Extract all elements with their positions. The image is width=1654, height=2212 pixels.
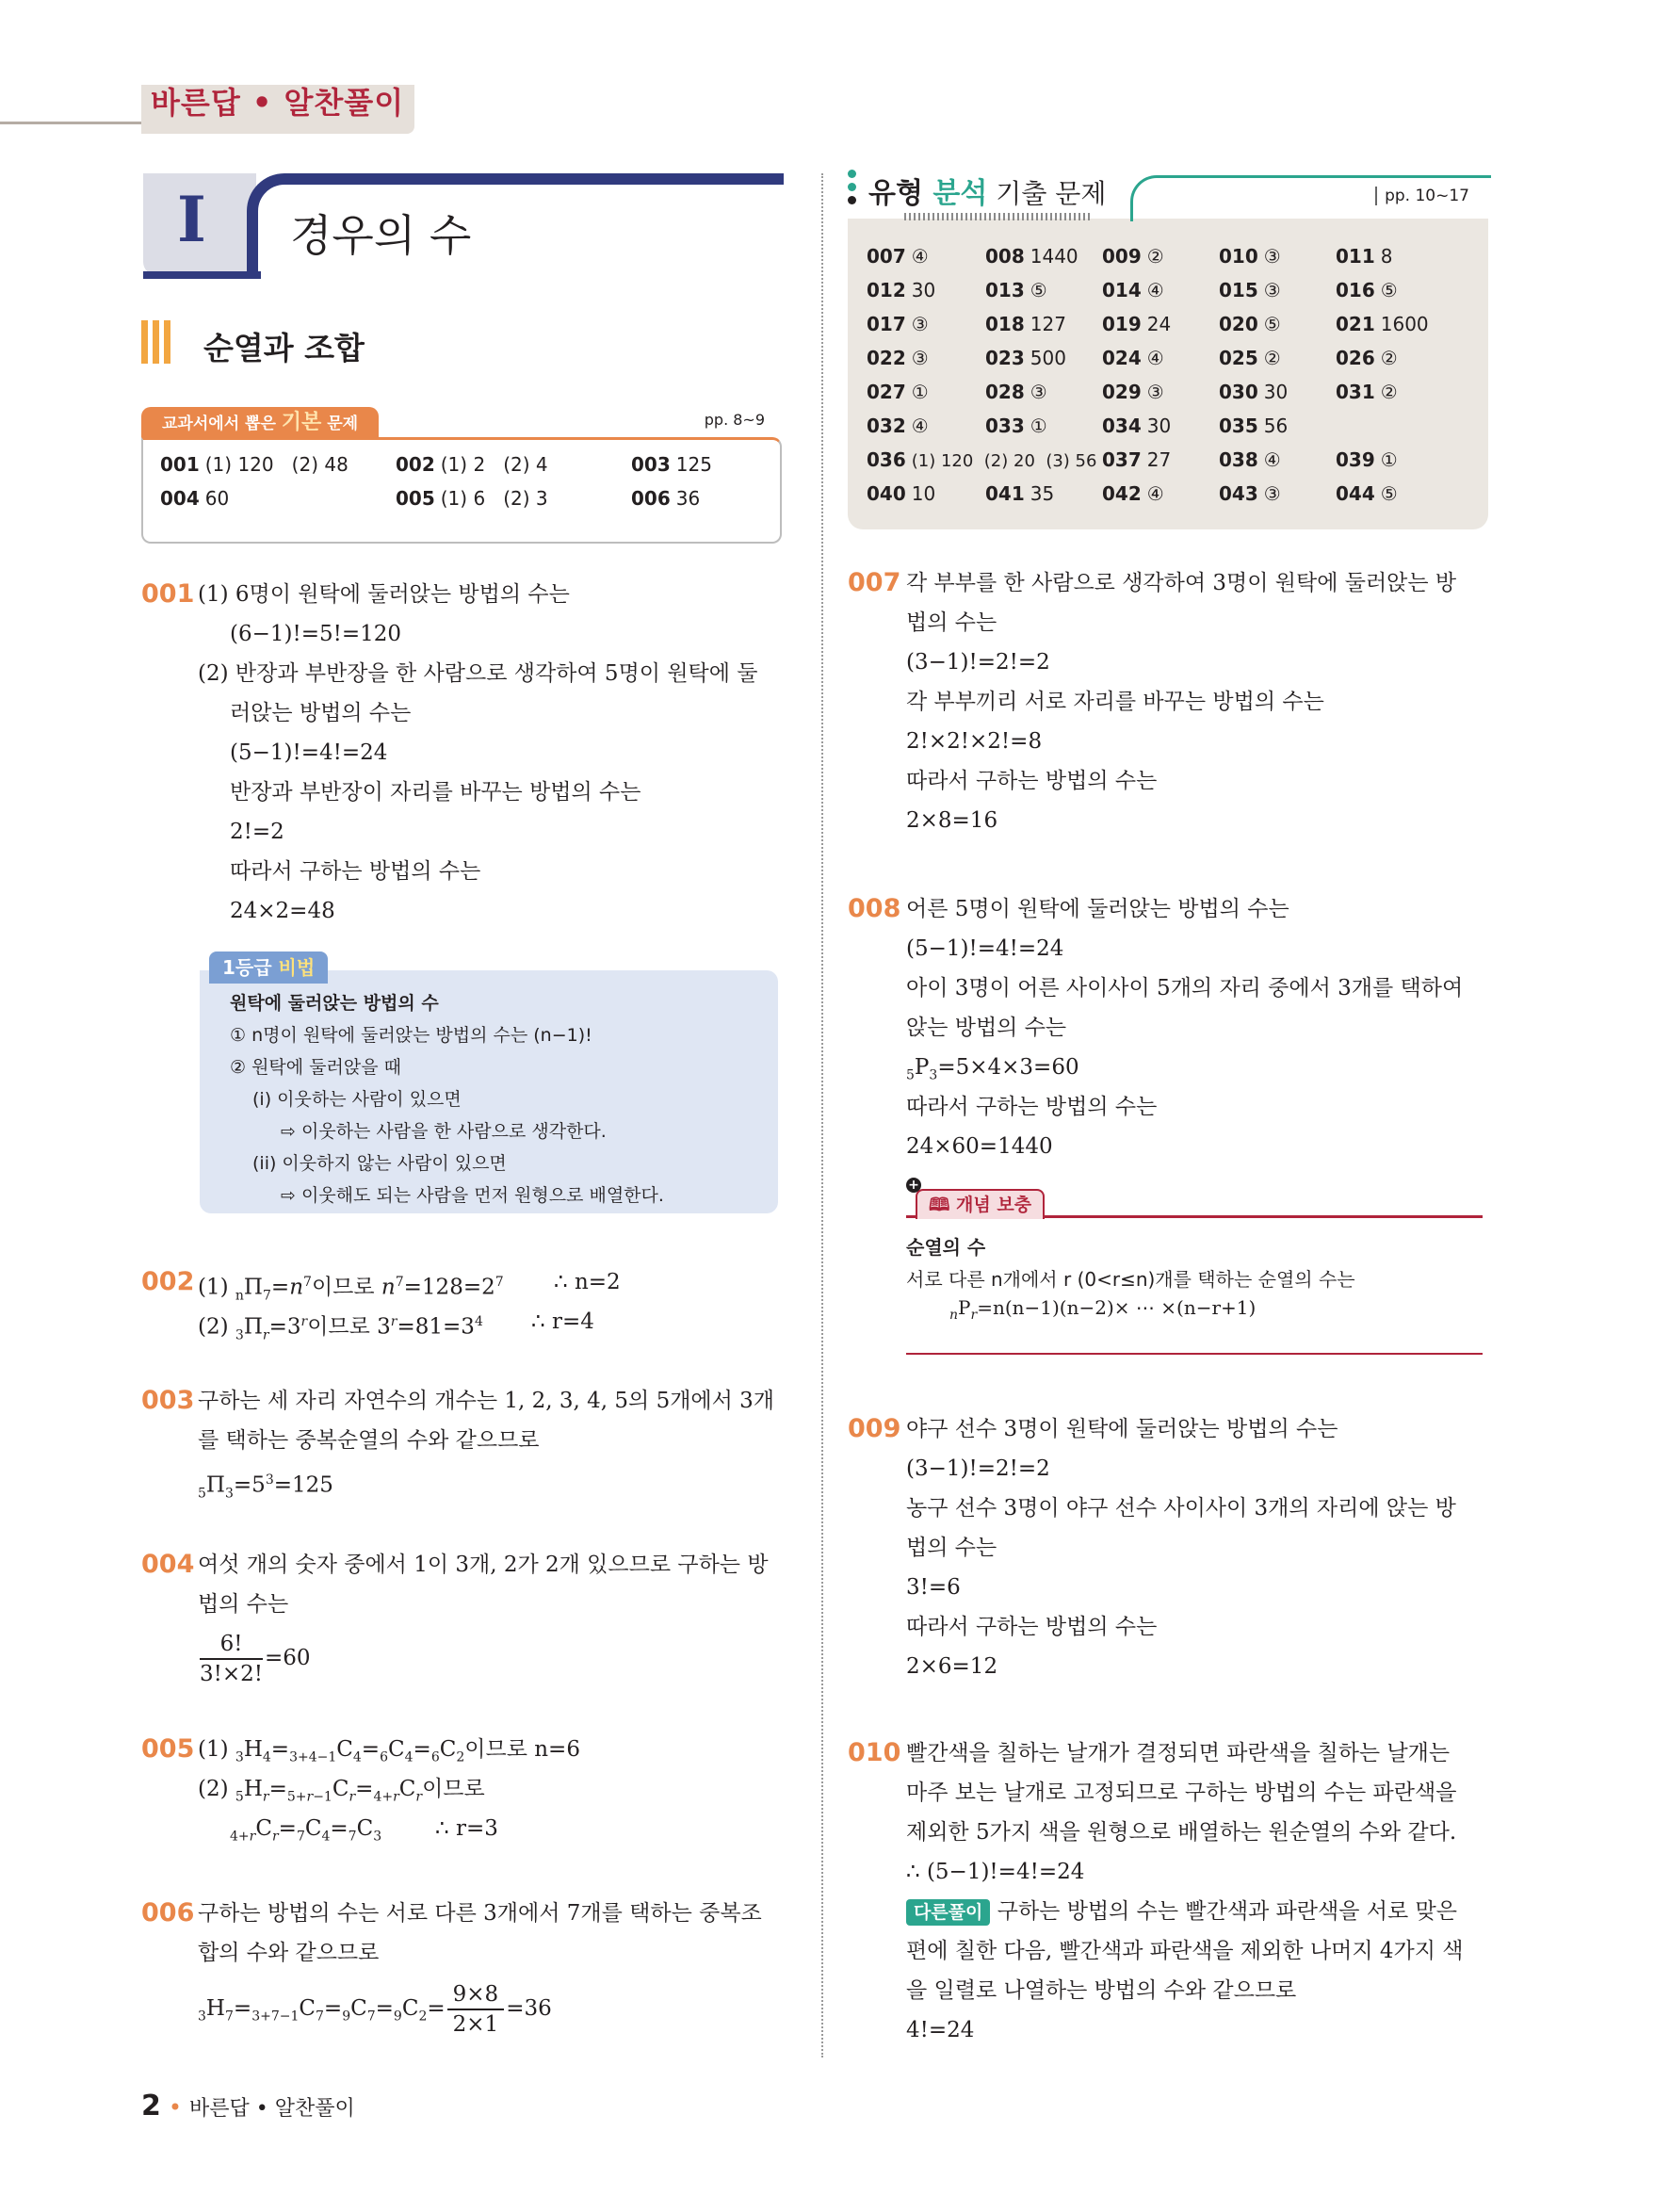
chapter-topbar <box>284 173 784 185</box>
basic-cell <box>160 487 229 510</box>
tip-line: ⇨ 이웃하는 사람을 한 사람으로 생각한다. <box>281 1121 607 1142</box>
concept-line: 서로 다른 n개에서 r (0<r≤n)개를 택하는 순열의 수는 <box>906 1268 1355 1291</box>
basic-tag <box>141 407 379 439</box>
page-footer <box>141 2090 355 2123</box>
answer-val: 125 <box>675 453 712 476</box>
answer-cell <box>1219 415 1288 437</box>
solution-line: 따라서 구하는 방법의 수는 <box>906 1615 1158 1639</box>
answer-val: ③ <box>1146 381 1164 403</box>
solution-line: (3−1)!=2!=2 <box>906 650 1050 675</box>
solution-003 <box>141 1381 791 1504</box>
tip-line: (i) 이웃하는 사람이 있으면 <box>252 1089 462 1110</box>
answer-num: 033 <box>985 415 1025 437</box>
answer-val: ② <box>1146 245 1164 268</box>
answer-val: 60 <box>204 487 230 510</box>
answer-val: 27 <box>1146 448 1172 471</box>
problem-number: 008 <box>848 894 901 923</box>
solution-001 <box>141 575 782 933</box>
concept-bottom-rule <box>906 1353 1483 1355</box>
basic-cell <box>160 453 349 476</box>
result: =36 <box>506 1996 552 2021</box>
text: 이므로 <box>422 1777 485 1801</box>
answer-cell <box>985 313 1066 335</box>
tip-line: ② 원탁에 둘러앉을 때 <box>230 1057 401 1078</box>
tip-line: ⇨ 이웃해도 되는 사람을 먼저 원형으로 배열한다. <box>281 1185 664 1206</box>
solution-line: (2) $_3\Pi_r=3^r$이므로 $3^r=81=3^4$ <box>198 1314 483 1343</box>
solution-line: 빨간색을 칠하는 날개가 결정되면 파란색을 칠하는 날개는 <box>906 1741 1451 1765</box>
solution-line: (2) $_5H_r=_{5+r-1}C_r=_{4+r}C_r$이므로 <box>198 1777 485 1805</box>
solution-line: 러앉는 방법의 수는 <box>230 701 412 725</box>
answer-num: 040 <box>867 482 906 505</box>
basic-tag-pre: 교과서에서 뽑은 <box>162 415 282 433</box>
basic-tag-bold: 기본 <box>281 411 322 434</box>
solution-line: 2×8=16 <box>906 808 998 833</box>
solution-005 <box>141 1730 791 1852</box>
answer-num: 038 <box>1219 448 1258 471</box>
solution-line: 여섯 개의 숫자 중에서 1이 3개, 2가 2개 있으므로 구하는 방 <box>198 1553 769 1577</box>
answer-val: ③ <box>911 313 929 335</box>
answer-cell <box>1102 347 1164 369</box>
answer-cell <box>1102 448 1171 471</box>
solution-line: (5−1)!=4!=24 <box>230 740 388 765</box>
answer-num: 037 <box>1102 448 1142 471</box>
answer-cell <box>985 347 1066 369</box>
answer-cell <box>1102 245 1164 268</box>
answer-val: ④ <box>911 415 929 437</box>
concept-tag-rule <box>906 1183 1483 1218</box>
solution-line: (3−1)!=2!=2 <box>906 1456 1050 1481</box>
answer-val: 1600 <box>1380 313 1429 335</box>
problem-number: 003 <box>141 1386 195 1415</box>
answer-val: ④ <box>1146 279 1164 301</box>
type-answers-box <box>848 170 1488 529</box>
solution-line: ∴ (5−1)!=4!=24 <box>906 1860 1085 1884</box>
answer-num: 021 <box>1336 313 1375 335</box>
problem-number: 004 <box>141 1550 195 1579</box>
solution-line: 각 부부를 한 사람으로 생각하여 3명이 원탁에 둘러앉는 방 <box>906 571 1457 595</box>
text: 이므로 n=6 <box>464 1737 580 1762</box>
header-hatch <box>904 213 1093 220</box>
solution-line: 각 부부끼리 서로 자리를 바꾸는 방법의 수는 <box>906 690 1324 714</box>
solution-line: (1) 6명이 원탁에 둘러앉는 방법의 수는 <box>198 582 570 607</box>
answer-cell <box>867 279 935 301</box>
answer-num: 007 <box>867 245 906 268</box>
answer-num: 028 <box>985 381 1025 403</box>
title-part: 분석 <box>932 177 988 210</box>
basic-cell <box>396 453 548 476</box>
solution-line: 2×6=12 <box>906 1654 998 1679</box>
formula: =n(n−1)(n−2)× ⋯ ×(n−r+1) <box>977 1296 1257 1319</box>
solution-line: 따라서 구하는 방법의 수는 <box>230 859 481 884</box>
solution-line: 법의 수는 <box>906 1536 997 1560</box>
answer-val: ③ <box>1263 279 1281 301</box>
answer-val: 8 <box>1380 245 1393 268</box>
basic-answers-box <box>141 407 782 541</box>
answer-num: 019 <box>1102 313 1142 335</box>
tip-tag <box>209 951 328 984</box>
answer-val: (1) 6 (2) 3 <box>440 487 548 510</box>
answer-cell <box>867 415 929 437</box>
answer-cell <box>1336 448 1398 471</box>
answer-num: 035 <box>1219 415 1258 437</box>
answer-val: 24 <box>1146 313 1172 335</box>
answer-num: 011 <box>1336 245 1375 268</box>
solution-line: 합의 수와 같으므로 <box>198 1941 380 1965</box>
answers-pages: pp. 10~17 <box>1375 187 1469 205</box>
answer-cell <box>1219 448 1281 471</box>
solution-line: (2) 반장과 부반장을 한 사람으로 생각하여 5명이 원탁에 둘 <box>198 661 758 686</box>
answer-val: 36 <box>675 487 701 510</box>
answer-num: 044 <box>1336 482 1375 505</box>
basic-cell <box>631 453 712 476</box>
column-divider <box>821 173 823 2057</box>
solution-line: 야구 선수 3명이 원탁에 둘러앉는 방법의 수는 <box>906 1417 1338 1441</box>
answer-num: 029 <box>1102 381 1142 403</box>
answer-val: 30 <box>1146 415 1172 437</box>
solution-line: 24×60=1440 <box>906 1134 1053 1159</box>
solution-line: 제외한 5가지 색을 원형으로 배열하는 원순열의 수와 같다. <box>906 1820 1457 1845</box>
solution-line: 구하는 세 자리 자연수의 개수는 1, 2, 3, 4, 5의 5개에서 3개 <box>198 1389 775 1413</box>
answer-cell <box>867 313 929 335</box>
answer-num: 031 <box>1336 381 1375 403</box>
solution-line: (1) $_3H_4=_{3+4-1}C_4=_6C_4=_6C_2$이므로 n=6 <box>198 1737 580 1765</box>
answer-num: 043 <box>1219 482 1258 505</box>
answer-num: 001 <box>160 453 200 476</box>
answer-val: 500 <box>1030 347 1066 369</box>
solution-line: (6−1)!=5!=120 <box>230 622 402 646</box>
answer-num: 034 <box>1102 415 1142 437</box>
solution-result: ∴ r=3 <box>435 1816 498 1841</box>
answer-cell <box>1336 381 1398 403</box>
solution-line: $_3H_7=_{3+7-1}C_7=_9C_7=_9C_2=$ $\frac{9\times 8}{2\times 1}$ =36 <box>198 1982 552 2037</box>
text: 이므로 <box>311 1275 381 1300</box>
tip-line: (ii) 이웃하지 않는 사람이 있으면 <box>252 1153 507 1174</box>
solution-result: ∴ r=4 <box>531 1309 594 1334</box>
answer-val: ④ <box>1146 347 1164 369</box>
answer-cell <box>985 279 1047 301</box>
answer-val: (1) 2 (2) 4 <box>440 453 548 476</box>
footer-title: 바른답 • 알찬풀이 <box>189 2097 355 2121</box>
answer-cell <box>1102 415 1171 437</box>
solution-009 <box>848 1409 1488 1692</box>
answer-num: 016 <box>1336 279 1375 301</box>
basic-cell <box>396 487 548 510</box>
tip-line: ① n명이 원탁에 둘러앉는 방법의 수는 (n−1)! <box>230 1025 592 1046</box>
answer-cell <box>867 381 929 403</box>
solution-line: 3!=6 <box>906 1575 961 1600</box>
answer-cell <box>985 245 1078 268</box>
concept-tag-label: 개념 보충 <box>956 1195 1032 1215</box>
answer-num: 008 <box>985 245 1025 268</box>
solution-line <box>906 1892 1457 1931</box>
answer-val: ⑤ <box>1380 482 1398 505</box>
answer-val: ④ <box>1146 482 1164 505</box>
fraction <box>447 1980 505 2039</box>
answer-cell <box>1102 381 1164 403</box>
basic-frame <box>141 437 782 544</box>
answer-cell <box>1336 482 1398 505</box>
answer-num: 003 <box>631 453 671 476</box>
numerator: 6! <box>200 1630 263 1660</box>
answer-cell <box>1336 347 1398 369</box>
solution-line: (1) $_n\Pi_7=n^7$이므로 $n^7=128=2^7$ <box>198 1275 504 1304</box>
text: =5×4×3=60 <box>937 1055 1079 1080</box>
concept-tag <box>916 1189 1045 1219</box>
answer-num: 012 <box>867 279 906 301</box>
answer-cell <box>867 482 935 505</box>
problem-number: 009 <box>848 1414 901 1443</box>
answer-cell <box>867 448 1096 471</box>
solution-line: $_{4+r}C_r=_7C_4=_7C_3$ <box>230 1816 382 1845</box>
text: 이므로 <box>307 1314 378 1340</box>
solution-line: 어른 5명이 원탁에 둘러앉는 방법의 수는 <box>906 897 1289 921</box>
title-part: 유형 <box>868 177 923 210</box>
answer-cell <box>1336 279 1398 301</box>
solution-line: 따라서 구하는 방법의 수는 <box>906 769 1158 793</box>
numerator: 9×8 <box>447 1980 505 2010</box>
tip-box <box>200 951 778 1213</box>
answer-val: ② <box>1263 347 1281 369</box>
answer-num: 041 <box>985 482 1025 505</box>
answer-num: 009 <box>1102 245 1142 268</box>
solution-line: 아이 3명이 어른 사이사이 5개의 자리 중에서 3개를 택하여 <box>906 976 1464 1000</box>
answer-val: ① <box>1030 415 1047 437</box>
tip-title: 원탁에 둘러앉는 방법의 수 <box>230 993 439 1014</box>
answer-cell <box>1219 482 1281 505</box>
solution-line: 법의 수는 <box>906 610 997 635</box>
concept-box <box>906 1178 1483 1357</box>
solution-line: 24×2=48 <box>230 899 335 923</box>
answer-val: ⑤ <box>1380 279 1398 301</box>
section-title: 순열과 조합 <box>203 330 365 366</box>
answer-num: 020 <box>1219 313 1258 335</box>
denominator: 2×1 <box>452 2012 499 2037</box>
answer-val: (1) 120 (2) 20 (3) 56 <box>911 451 1097 471</box>
header-title: 바른답 • 알찬풀이 <box>151 85 405 121</box>
answer-cell <box>1336 313 1429 335</box>
solution-line <box>198 1630 311 1688</box>
answer-val: ③ <box>1263 245 1281 268</box>
alt-solution-tag: 다른풀이 <box>906 1899 990 1926</box>
solution-008 <box>848 889 1488 1172</box>
answer-val: ① <box>1380 448 1398 471</box>
solution-line: 구하는 방법의 수는 서로 다른 3개에서 7개를 택하는 중복조 <box>198 1901 762 1926</box>
answer-num: 013 <box>985 279 1025 301</box>
solution-line: $_5\Pi_3=5^3=125$ <box>198 1472 333 1502</box>
problem-number: 010 <box>848 1738 901 1767</box>
answer-val: 30 <box>911 279 936 301</box>
solution-line: 마주 보는 날개로 고정되므로 구하는 방법의 수는 파란색을 <box>906 1781 1457 1805</box>
problem-number: 007 <box>848 568 901 597</box>
answer-val: ③ <box>911 347 929 369</box>
solution-result: ∴ n=2 <box>554 1270 621 1294</box>
answer-val: ④ <box>911 245 929 268</box>
answer-cell <box>867 245 929 268</box>
answer-cell <box>985 482 1054 505</box>
denominator: 3!×2! <box>200 1662 264 1686</box>
answer-num: 002 <box>396 453 435 476</box>
concept-title: 순열의 수 <box>906 1236 986 1259</box>
answer-num: 024 <box>1102 347 1142 369</box>
answer-cell <box>1102 482 1164 505</box>
answer-num: 039 <box>1336 448 1375 471</box>
bullet-icon: • <box>168 2094 183 2121</box>
running-header <box>0 79 419 134</box>
result: =60 <box>265 1646 311 1670</box>
problem-number: 006 <box>141 1898 195 1927</box>
answer-cell <box>1102 279 1164 301</box>
label: (1) <box>198 1275 235 1300</box>
solution-line: (5−1)!=4!=24 <box>906 936 1064 961</box>
solution-004 <box>141 1545 791 1686</box>
answer-num: 017 <box>867 313 906 335</box>
header-rule <box>0 122 151 124</box>
answer-val: ② <box>1380 347 1398 369</box>
solution-006 <box>141 1894 791 2035</box>
text: 구하는 방법의 수는 빨간색과 파란색을 서로 맞은 <box>990 1899 1457 1924</box>
answer-val: 35 <box>1030 482 1055 505</box>
solution-line: 2!×2!×2!=8 <box>906 729 1043 754</box>
answer-val: 1440 <box>1030 245 1078 268</box>
answer-cell <box>985 415 1047 437</box>
answer-num: 014 <box>1102 279 1142 301</box>
answer-num: 006 <box>631 487 671 510</box>
answer-val: (1) 120 (2) 48 <box>204 453 349 476</box>
plus-icon: + <box>906 1178 921 1193</box>
basic-tag-post: 문제 <box>321 415 359 433</box>
result: =125 <box>273 1472 333 1498</box>
tip-tag-label: 비법 <box>271 956 316 979</box>
solution-010 <box>848 1733 1498 2054</box>
solution-007 <box>848 563 1488 846</box>
answer-cell <box>1102 313 1171 335</box>
answer-num: 030 <box>1219 381 1258 403</box>
answer-cell <box>1219 245 1281 268</box>
answer-val: ⑤ <box>1030 279 1047 301</box>
solution-line: $_5P_3=5\times 4\times 3=60$ <box>906 1055 1079 1083</box>
answer-num: 042 <box>1102 482 1142 505</box>
fraction <box>200 1630 263 1688</box>
solution-002 <box>141 1262 782 1347</box>
answer-num: 015 <box>1219 279 1258 301</box>
answer-val: ③ <box>1030 381 1047 403</box>
chapter-numeral: I <box>177 183 206 256</box>
answer-cell <box>1219 313 1281 335</box>
basic-cell <box>631 487 700 510</box>
answers-title <box>868 170 1106 211</box>
answer-num: 023 <box>985 347 1025 369</box>
problem-number: 001 <box>141 579 195 609</box>
answer-val: ⑤ <box>1263 313 1281 335</box>
answer-val: ① <box>911 381 929 403</box>
solution-line: 4!=24 <box>906 2018 975 2042</box>
answer-cell <box>1219 279 1281 301</box>
solution-line: 편에 칠한 다음, 빨간색과 파란색을 제외한 나머지 4가지 색 <box>906 1939 1464 1963</box>
answer-val: ② <box>1380 381 1398 403</box>
answer-cell <box>867 347 929 369</box>
book-icon: 🕮 <box>929 1195 957 1215</box>
answer-cell <box>1219 381 1288 403</box>
tip-tag-grade: 1등급 <box>222 956 272 979</box>
answer-num: 005 <box>396 487 435 510</box>
answer-val: 56 <box>1263 415 1289 437</box>
answer-val: 127 <box>1030 313 1066 335</box>
answer-num: 032 <box>867 415 906 437</box>
answer-num: 026 <box>1336 347 1375 369</box>
problem-number: 005 <box>141 1734 195 1764</box>
solution-line: 앉는 방법의 수는 <box>906 1016 1067 1040</box>
answer-num: 010 <box>1219 245 1258 268</box>
solution-line: 농구 선수 3명이 야구 선수 사이사이 3개의 자리에 앉는 방 <box>906 1496 1456 1521</box>
answer-num: 025 <box>1219 347 1258 369</box>
chapter-title: 경우의 수 <box>290 210 472 261</box>
answer-val: 30 <box>1263 381 1289 403</box>
chapter-underline <box>143 271 261 279</box>
answer-cell <box>985 381 1047 403</box>
solution-line: 반장과 부반장이 자리를 바꾸는 방법의 수는 <box>230 780 641 805</box>
answer-num: 018 <box>985 313 1025 335</box>
solution-line: 법의 수는 <box>198 1592 289 1617</box>
solution-line: 을 일렬로 나열하는 방법의 수와 같으므로 <box>906 1978 1297 2003</box>
answer-val: ③ <box>1263 482 1281 505</box>
solution-line: 따라서 구하는 방법의 수는 <box>906 1095 1158 1119</box>
answer-num: 004 <box>160 487 200 510</box>
chapter-heading <box>143 173 784 285</box>
answers-header <box>848 170 1488 226</box>
answer-num: 027 <box>867 381 906 403</box>
answer-num: 036 <box>867 448 906 471</box>
solution-line: 를 택하는 중복순열의 수와 같으므로 <box>198 1428 540 1453</box>
page-number: 2 <box>141 2090 161 2123</box>
answer-cell <box>1336 245 1392 268</box>
answer-cell <box>1219 347 1281 369</box>
answer-val: 10 <box>911 482 936 505</box>
solution-line: 2!=2 <box>230 820 284 844</box>
problem-number: 002 <box>141 1267 195 1296</box>
concept-formula: $_nP_r=n(n-1)(n-2)\times$ ⋯ ×(n−r+1) <box>949 1296 1257 1323</box>
basic-pages: pp. 8~9 <box>704 411 765 429</box>
answer-val: ④ <box>1263 448 1281 471</box>
answer-num: 022 <box>867 347 906 369</box>
title-part: 기출 문제 <box>987 178 1107 209</box>
label: (2) <box>198 1314 235 1340</box>
